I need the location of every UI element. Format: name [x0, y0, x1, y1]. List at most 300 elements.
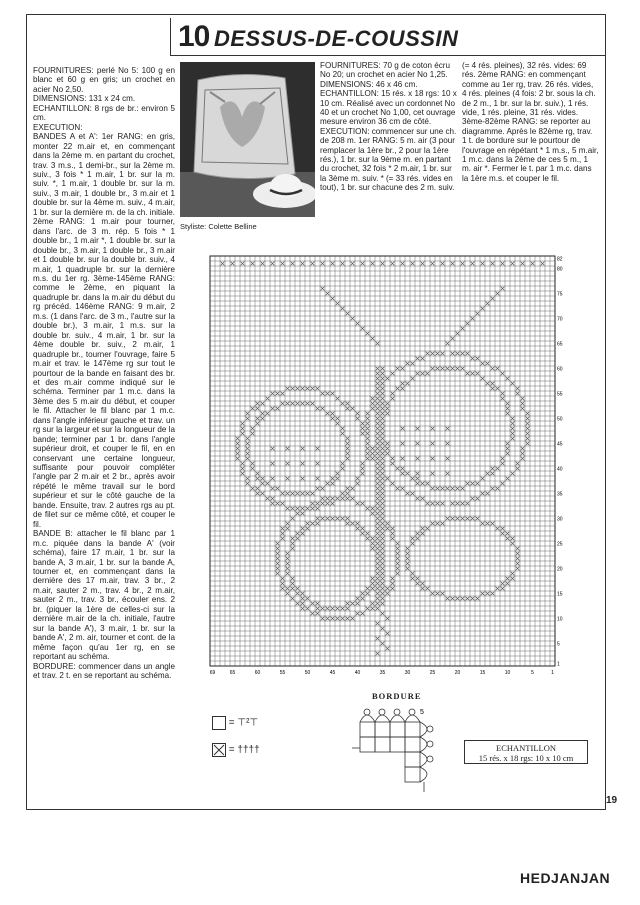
filled-cell: [296, 512, 300, 516]
filled-cell: [256, 422, 260, 426]
filled-cell: [421, 262, 425, 266]
filled-cell: [521, 452, 525, 456]
filled-cell: [466, 372, 470, 376]
filled-cell: [346, 517, 350, 521]
filled-cell: [426, 372, 430, 376]
filled-cell: [306, 597, 310, 601]
filled-cell: [421, 587, 425, 591]
filled-cell: [401, 472, 405, 476]
filled-cell: [346, 602, 350, 606]
filled-cell: [311, 402, 315, 406]
filled-cell: [451, 337, 455, 341]
filled-cell: [256, 402, 260, 406]
filled-cell: [386, 522, 390, 526]
filled-cell: [346, 492, 350, 496]
filled-cell: [381, 612, 385, 616]
filled-cell: [511, 577, 515, 581]
filled-cell: [331, 617, 335, 621]
filled-cell: [376, 462, 380, 466]
filled-cell: [306, 492, 310, 496]
filled-cell: [356, 502, 360, 506]
filled-cell: [266, 412, 270, 416]
filled-cell: [381, 512, 385, 516]
filled-cell: [411, 262, 415, 266]
filled-cell: [416, 537, 420, 541]
filet-diagram: [208, 254, 580, 687]
bordure-diagram: [346, 700, 436, 795]
filled-cell: [376, 437, 380, 441]
filled-cell: [426, 352, 430, 356]
filled-cell: [341, 307, 345, 311]
filled-cell: [271, 392, 275, 396]
filled-cell: [466, 502, 470, 506]
filled-cell: [401, 457, 405, 461]
filled-cell: [426, 527, 430, 531]
filled-cell: [381, 577, 385, 581]
filled-cell: [376, 472, 380, 476]
filled-cell: [471, 497, 475, 501]
filled-cell: [506, 442, 510, 446]
filled-cell: [256, 487, 260, 491]
filled-cell: [516, 462, 520, 466]
filled-cell: [286, 557, 290, 561]
filled-cell: [276, 542, 280, 546]
filled-cell: [346, 607, 350, 611]
filled-cell: [311, 522, 315, 526]
filled-cell: [381, 572, 385, 576]
filled-cell: [476, 497, 480, 501]
filled-cell: [271, 262, 275, 266]
filled-cell: [291, 402, 295, 406]
filled-cell: [241, 472, 245, 476]
filled-cell: [356, 597, 360, 601]
filled-cell: [266, 397, 270, 401]
y-tick-label: 80: [557, 266, 563, 273]
filled-cell: [371, 457, 375, 461]
filled-cell: [256, 492, 260, 496]
filled-cell: [286, 567, 290, 571]
filled-cell: [361, 427, 365, 431]
filled-cell: [361, 532, 365, 536]
filled-cell: [256, 472, 260, 476]
x-tick-label: 50: [304, 670, 311, 676]
paragraph: DIMENSIONS: 131 x 24 cm.: [33, 94, 136, 104]
filled-cell: [316, 477, 320, 481]
filled-cell: [371, 537, 375, 541]
filled-cell: [286, 507, 290, 511]
y-tick-label: 35: [557, 491, 563, 498]
filled-cell: [301, 492, 305, 496]
filled-cell: [331, 517, 335, 521]
filled-cell: [381, 597, 385, 601]
filled-cell: [381, 367, 385, 371]
filled-cell: [431, 352, 435, 356]
filled-cell: [366, 442, 370, 446]
filled-cell: [341, 402, 345, 406]
filled-cell: [541, 262, 545, 266]
filled-cell: [371, 547, 375, 551]
filled-cell: [411, 537, 415, 541]
filled-cell: [401, 487, 405, 491]
filled-cell: [266, 497, 270, 501]
filled-cell: [291, 587, 295, 591]
filled-cell: [351, 522, 355, 526]
filled-cell: [376, 417, 380, 421]
filled-cell: [381, 382, 385, 386]
filled-cell: [241, 467, 245, 471]
filled-cell: [401, 427, 405, 431]
filled-cell: [301, 602, 305, 606]
filled-cell: [366, 532, 370, 536]
filled-cell: [386, 632, 390, 636]
filled-cell: [331, 502, 335, 506]
filled-cell: [286, 562, 290, 566]
y-tick-label: 5: [557, 641, 560, 648]
filled-cell: [376, 532, 380, 536]
filled-cell: [381, 407, 385, 411]
filled-cell: [376, 522, 380, 526]
filled-cell: [281, 392, 285, 396]
filled-cell: [481, 362, 485, 366]
filled-cell: [246, 417, 250, 421]
filled-cell: [341, 262, 345, 266]
instructions-column-3: [462, 61, 599, 183]
filled-cell: [526, 412, 530, 416]
paragraph: BANDE B: attacher le fil blanc par 1 m.c. piquée dans la bande A' (voir schéma), faire 17 m.air, 1 br. sur la bande A, 3 m.air, 1 br. sur la bande A, tourner et, en commençant dans la dernière des 17 m.air, trav. 3 br., 2 m.air, sauter 2 m., trav. 4 br., 2 m.air, sauter 2 m., trav. 3 br., écouler ens. 2 br. (piquer la 1ère de celles-ci sur la dernière m.air de la ch. initiale, l'autre sur la bande A'), 3 m.air, 1 br. sur la bande A', 2 m. air, tourner et cont. de la même façon qu'au 1er rg, en se reportant au schéma.: [33, 529, 175, 662]
filled-cell: [451, 597, 455, 601]
filled-cell: [401, 367, 405, 371]
filled-cell: [501, 527, 505, 531]
filled-cell: [251, 432, 255, 436]
filled-cell: [331, 477, 335, 481]
filled-cell: [316, 522, 320, 526]
filled-cell: [396, 552, 400, 556]
y-tick-label: 55: [557, 391, 563, 398]
filled-cell: [506, 537, 510, 541]
filled-cell: [296, 537, 300, 541]
filled-cell: [311, 387, 315, 391]
filled-cell: [391, 577, 395, 581]
filled-cell: [336, 397, 340, 401]
filled-cell: [496, 487, 500, 491]
filled-cell: [376, 497, 380, 501]
filled-cell: [436, 592, 440, 596]
filled-cell: [381, 627, 385, 631]
filled-cell: [506, 412, 510, 416]
filled-cell: [296, 492, 300, 496]
filled-cell: [381, 432, 385, 436]
filled-cell: [376, 407, 380, 411]
filled-cell: [276, 562, 280, 566]
filled-cell: [491, 522, 495, 526]
filled-cell: [376, 387, 380, 391]
filled-cell: [256, 417, 260, 421]
filled-cell: [306, 387, 310, 391]
filled-cell: [381, 487, 385, 491]
paragraph: (= 4 rés. pleines), 32 rés. vides: 69 rés. 2ème RANG: en commençant comme au 1er rg, trav. 26 rés. vides, 4 rés. pleines (4 fois: 2 br. sous la ch. de 2 m., 1 br. sur la br. suiv.), 1 rés. vide, 1 rés. pleine, 31 rés. vides. 3ème-82ème RANG: se reporter au diagramme. Après le 82ème rg, trav. 1 t. de bordure sur le pourtour de l'ouvrage en répétant * 1 m.s., 5 m.air, 1 m.c. dans la 2ème de ces 5 m., 1 m. air *. Fermer le t. par 1 m.c. dans la 1ère m.s. et couper le fil.: [462, 61, 599, 183]
filled-cell: [371, 507, 375, 511]
filled-cell: [286, 387, 290, 391]
filled-cell: [501, 482, 505, 486]
filled-cell: [446, 597, 450, 601]
filled-cell: [236, 452, 240, 456]
filled-cell: [326, 607, 330, 611]
filled-cell: [376, 527, 380, 531]
filled-cell: [236, 442, 240, 446]
filled-cell: [271, 447, 275, 451]
legend-empty-label: = ⊤²⊤: [228, 717, 259, 729]
filled-cell: [381, 502, 385, 506]
filled-cell: [241, 427, 245, 431]
filled-cell: [386, 412, 390, 416]
filled-cell: [476, 517, 480, 521]
filled-cell: [261, 417, 265, 421]
filled-cell: [431, 487, 435, 491]
echantillon-box: [464, 740, 588, 764]
filled-cell: [361, 527, 365, 531]
filled-cell: [426, 587, 430, 591]
filled-cell: [441, 367, 445, 371]
paragraph: DIMENSIONS: 46 x 46 cm.: [320, 79, 418, 89]
filled-cell: [446, 427, 450, 431]
filled-cell: [401, 382, 405, 386]
filled-cell: [371, 512, 375, 516]
filled-cell: [436, 502, 440, 506]
filled-cell: [346, 457, 350, 461]
filled-cell: [341, 517, 345, 521]
filled-cell: [271, 497, 275, 501]
filled-cell: [246, 457, 250, 461]
filled-cell: [281, 262, 285, 266]
filled-cell: [456, 487, 460, 491]
filled-cell: [371, 337, 375, 341]
filled-cell: [471, 317, 475, 321]
filled-cell: [341, 462, 345, 466]
y-tick-label: 65: [557, 341, 563, 348]
filled-cell: [301, 462, 305, 466]
filled-cell: [421, 372, 425, 376]
filled-cell: [321, 617, 325, 621]
filled-cell: [301, 402, 305, 406]
filled-cell: [281, 577, 285, 581]
filled-cell: [301, 592, 305, 596]
filled-cell: [271, 487, 275, 491]
filled-cell: [386, 587, 390, 591]
filled-cell: [381, 372, 385, 376]
filled-cell: [376, 512, 380, 516]
filled-cell: [276, 487, 280, 491]
filled-cell: [336, 497, 340, 501]
filled-cell: [376, 582, 380, 586]
filled-cell: [356, 482, 360, 486]
filled-cell: [366, 587, 370, 591]
filled-cell: [496, 367, 500, 371]
filled-cell: [371, 602, 375, 606]
filled-cell: [301, 512, 305, 516]
filled-cell: [291, 507, 295, 511]
y-tick-label: 50: [557, 416, 563, 423]
filled-cell: [491, 262, 495, 266]
filled-cell: [361, 262, 365, 266]
filled-cell: [526, 417, 530, 421]
filled-cell: [361, 472, 365, 476]
filled-cell: [401, 442, 405, 446]
filled-cell: [306, 522, 310, 526]
filled-cell: [481, 477, 485, 481]
filled-cell: [511, 437, 515, 441]
filled-cell: [376, 602, 380, 606]
filled-cell: [276, 567, 280, 571]
filled-cell: [286, 447, 290, 451]
filled-cell: [416, 577, 420, 581]
filled-cell: [381, 402, 385, 406]
filled-cell: [381, 472, 385, 476]
filled-cell: [416, 482, 420, 486]
filled-cell: [386, 447, 390, 451]
filled-cell: [391, 582, 395, 586]
filled-cell: [331, 417, 335, 421]
filled-cell: [361, 467, 365, 471]
filled-cell: [491, 387, 495, 391]
filled-cell: [261, 482, 265, 486]
filled-cell: [371, 397, 375, 401]
y-tick-label: 25: [557, 541, 563, 548]
filled-cell: [331, 297, 335, 301]
paragraph: BANDES A et A': 1er RANG: en gris, monter 22 m.air et, en commençant dans la 2ème m. en partant du crochet, trav. 3 m.s., 1 demi-br., sur la 2ème m. suiv., 3 fois * 1 m.air, 1 br. sur la m. suiv. *, 1 m.air, 1 double br. sur la m. suiv., 3 m.air, 1 double br., 3 m.air et 1 double br. sur la 4ème m. suiv., 4 m.air, 1 br. sur la dernière m. de la ch. initiale. 2ème RANG: 1 m.air pour tourner, dans l'arc. de 3 m. rép. 5 fois * 1 double br., 1 m.air *, 1 double br. sur la double br., 3 m.air, 1 double br., 3 m.air et 1 double br. sur la double br. suiv., 4 m.air, 1 quadruple br. sur la dernière m.s. du 1er rg. 3ème-145ème RANG: comme le 2ème, en piquant la quadruple br. dans la m.air du début du rg précéd. 146ème RANG: 9 m.air, 2 m.s. (1 dans l'arc. de 3 m., l'autre sur la double br.), 3 m.air, 1 m.s. sur la double br. suiv., 4 m.air, 1 br. sur la 4ème double br. suiv., 2 m.air, 1 quadruple br., tourner l'ouvrage, faire 5 m.air et trav. le 147ème rg sur tout le pourtour de la bande en faisant des br. et des m.air comme indiqué sur le schéma. Terminer par 1 m.c. dans la 3ème des 5 m.air du début, et couper le fil. Attacher le fil blanc par 1 m.c. dans l'angle inférieur gauche et trav. un rg sur la largeur et sur la longueur de la bande; terminer par 1 br. dans l'angle supérieur droit, et couper le fil, en en conservant une certaine longueur, suffisante pour pouvoir compléter l'angle par 2 m.air et 2 br., après avoir répété le même travail sur le bord supérieur et sur le côté gauche de la bande. Ensuite, trav. 2 autres rgs au pt. de filet sur ce même côté, et couper le fil.: [33, 132, 175, 529]
filet-grid: [208, 254, 580, 682]
filled-cell: [381, 447, 385, 451]
filled-square-icon: [212, 743, 226, 757]
filled-cell: [411, 572, 415, 576]
filled-cell: [281, 402, 285, 406]
filled-cell: [421, 482, 425, 486]
filled-cell: [336, 472, 340, 476]
filled-cell: [351, 602, 355, 606]
filled-cell: [346, 447, 350, 451]
filled-cell: [446, 517, 450, 521]
paragraph: FOURNITURES: perlé No 5: 100 g en blanc et 60 g en gris; un crochet en acier No 2,50.: [33, 66, 175, 94]
y-tick-label: 82: [557, 256, 563, 263]
filled-cell: [291, 537, 295, 541]
filled-cell: [386, 592, 390, 596]
filled-cell: [376, 587, 380, 591]
filled-cell: [406, 547, 410, 551]
filled-cell: [381, 377, 385, 381]
filled-cell: [376, 537, 380, 541]
filled-cell: [241, 462, 245, 466]
filled-cell: [236, 457, 240, 461]
filled-cell: [381, 497, 385, 501]
filled-cell: [431, 427, 435, 431]
pattern-number: 10: [178, 20, 210, 53]
filled-cell: [236, 447, 240, 451]
filled-cell: [286, 587, 290, 591]
filled-cell: [341, 617, 345, 621]
filled-cell: [376, 487, 380, 491]
filled-cell: [381, 262, 385, 266]
paragraph: ECHANTILLON: 15 rés. x 18 rgs: 10 x 10 cm. Réalisé avec un cordonnet No 40 et un crochet No 1,00, cet ouvrage mesure environ 36 cm de côté.: [320, 89, 457, 127]
filled-cell: [381, 467, 385, 471]
filled-cell: [376, 477, 380, 481]
filled-cell: [361, 462, 365, 466]
filled-cell: [376, 442, 380, 446]
filled-cell: [451, 262, 455, 266]
filled-cell: [301, 262, 305, 266]
filled-cell: [381, 422, 385, 426]
filled-cell: [391, 527, 395, 531]
filled-cell: [461, 487, 465, 491]
filled-cell: [276, 552, 280, 556]
filled-cell: [431, 502, 435, 506]
filled-cell: [376, 517, 380, 521]
filled-cell: [346, 617, 350, 621]
filled-cell: [491, 472, 495, 476]
filled-cell: [361, 422, 365, 426]
filled-cell: [381, 437, 385, 441]
filled-cell: [491, 487, 495, 491]
filled-cell: [416, 497, 420, 501]
filled-cell: [246, 437, 250, 441]
filled-cell: [241, 422, 245, 426]
x-tick-label: 30: [404, 670, 411, 676]
filled-cell: [381, 477, 385, 481]
filled-cell: [336, 517, 340, 521]
filled-cell: [286, 552, 290, 556]
filled-cell: [301, 527, 305, 531]
filled-cell: [486, 382, 490, 386]
filled-cell: [481, 307, 485, 311]
filled-cell: [456, 352, 460, 356]
filled-cell: [461, 517, 465, 521]
filled-cell: [376, 342, 380, 346]
filled-cell: [406, 492, 410, 496]
filled-cell: [446, 457, 450, 461]
filled-cell: [316, 407, 320, 411]
filled-cell: [406, 362, 410, 366]
filled-cell: [431, 472, 435, 476]
filled-cell: [476, 312, 480, 316]
filled-cell: [321, 497, 325, 501]
filled-cell: [486, 472, 490, 476]
filled-cell: [526, 437, 530, 441]
filled-cell: [401, 262, 405, 266]
filled-cell: [336, 607, 340, 611]
filled-cell: [501, 287, 505, 291]
filled-cell: [261, 477, 265, 481]
filled-cell: [381, 562, 385, 566]
filled-cell: [501, 392, 505, 396]
filled-cell: [421, 527, 425, 531]
y-tick-label: 30: [557, 516, 563, 523]
filled-cell: [326, 412, 330, 416]
filled-cell: [381, 452, 385, 456]
filled-cell: [421, 497, 425, 501]
filled-cell: [281, 537, 285, 541]
filled-cell: [441, 262, 445, 266]
filled-cell: [356, 612, 360, 616]
filled-cell: [401, 387, 405, 391]
filled-cell: [376, 482, 380, 486]
filled-cell: [491, 592, 495, 596]
filled-cell: [521, 447, 525, 451]
filled-cell: [381, 532, 385, 536]
filled-cell: [516, 567, 520, 571]
filled-cell: [416, 532, 420, 536]
filled-cell: [281, 532, 285, 536]
filled-cell: [486, 592, 490, 596]
filled-cell: [521, 407, 525, 411]
filled-cell: [421, 357, 425, 361]
